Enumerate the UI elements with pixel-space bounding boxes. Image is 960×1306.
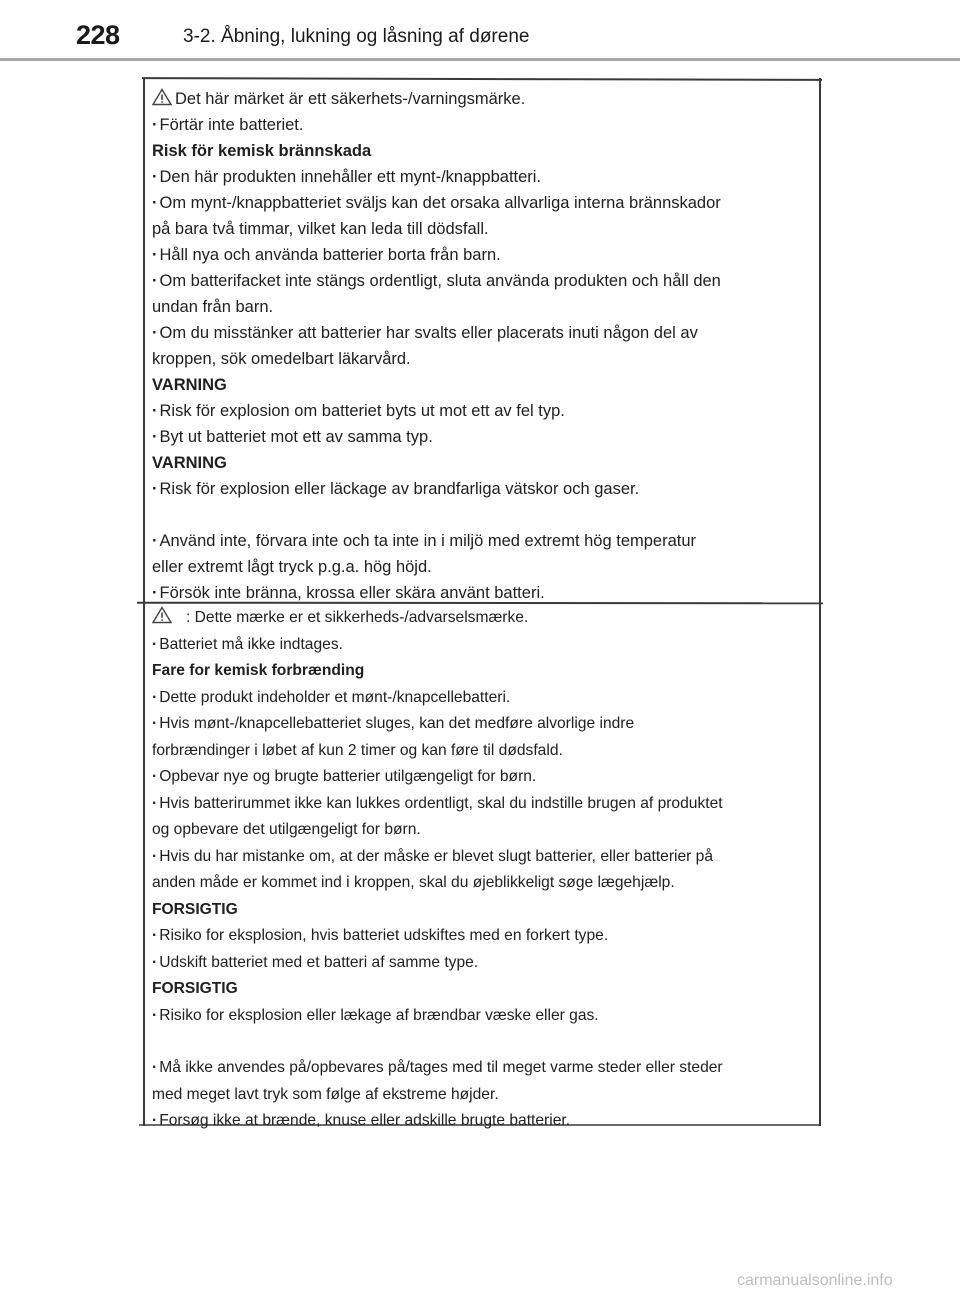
safety-mark-line: : Dette mærke er et sikkerheds-/advarselsmærke. bbox=[152, 605, 802, 632]
danish-warning-section bbox=[152, 605, 802, 1135]
bullet-line: · Om batterifacket inte stängs ordentligt, sluta använda produkten och håll den bbox=[152, 268, 802, 294]
warning-triangle-icon bbox=[152, 88, 172, 106]
heading-caution: FORSIGTIG bbox=[152, 980, 238, 997]
bullet-line: · Håll nya och använda batterier borta från barn. bbox=[152, 242, 802, 268]
bullet-line: · Om du misstänker att batterier har svalts eller placerats inuti någon del av bbox=[152, 320, 802, 346]
spacer bbox=[152, 502, 802, 528]
bullet-line: · Dette produkt indeholder et mønt-/knapcellebatteri. bbox=[152, 685, 802, 712]
bullet-line: · Om mynt-/knappbatteriet sväljs kan det orsaka allvarliga interna brännskador bbox=[152, 190, 802, 216]
bullet-line: · Forsøg ikke at brænde, knuse eller adskille brugte batterier. bbox=[152, 1108, 802, 1135]
warning-triangle-icon bbox=[152, 606, 172, 624]
bullet-line: · Risk för explosion om batteriet byts ut mot ett av fel typ. bbox=[152, 398, 802, 424]
bullet-line: · Förtär inte batteriet. bbox=[152, 112, 802, 138]
continuation-line: med meget lavt tryk som følge af ekstreme højder. bbox=[152, 1085, 499, 1103]
swedish-warning-section bbox=[152, 86, 802, 606]
continuation-line: eller extremt lågt tryck p.g.a. hög höjd. bbox=[152, 558, 432, 576]
bullet-line: · Den här produkten innehåller ett mynt-/knappbatteri. bbox=[152, 164, 802, 190]
continuation-line: og opbevare det utilgængeligt for børn. bbox=[152, 821, 421, 838]
bullet-line: · Använd inte, förvara inte och ta inte in i miljö med extremt hög temperatur bbox=[152, 528, 802, 554]
page-number: 228 bbox=[76, 20, 120, 50]
frame-right-border bbox=[819, 78, 821, 1126]
heading-warning: VARNING bbox=[152, 376, 227, 394]
bullet-line: · Opbevar nye og brugte batterier utilgængeligt for børn. bbox=[152, 764, 802, 791]
heading-chemical-burn: Risk för kemisk brännskada bbox=[152, 142, 372, 160]
safety-mark-line: Det här märket är ett säkerhets-/varningsmärke. bbox=[152, 86, 802, 112]
heading-chemical-burn: Fare for kemisk forbrænding bbox=[152, 662, 365, 679]
continuation-line: forbrændinger i løbet af kun 2 timer og kan føre til dødsfald. bbox=[152, 741, 563, 759]
frame-top-border bbox=[142, 77, 822, 80]
bullet-line: · Risk för explosion eller läckage av brandfarliga vätskor och gaser. bbox=[152, 476, 802, 502]
spacer bbox=[152, 1029, 802, 1055]
bullet-line: · Risiko for eksplosion eller lækage af brændbar væske eller gas. bbox=[152, 1003, 802, 1030]
page-header bbox=[0, 0, 960, 62]
bullet-line: · Udskift batteriet med et batteri af samme type. bbox=[152, 950, 802, 977]
bullet-line: · Försök inte bränna, krossa eller skära använt batteri. bbox=[152, 580, 802, 606]
header-divider bbox=[0, 58, 960, 61]
heading-warning: VARNING bbox=[152, 454, 227, 472]
frame-left-border bbox=[143, 78, 145, 1126]
section-title: 3-2. Åbning, lukning og låsning af dørene bbox=[183, 26, 530, 47]
bullet-line: · Risiko for eksplosion, hvis batteriet udskiftes med en forkert type. bbox=[152, 923, 802, 950]
scanned-warning-label bbox=[137, 78, 823, 1129]
bullet-line: · Hvis du har mistanke om, at der måske er blevet slugt batterier, eller batterier på bbox=[152, 844, 802, 871]
continuation-line: kroppen, sök omedelbart läkarvård. bbox=[152, 350, 411, 368]
bullet-line: · Hvis mønt-/knapcellebatteriet sluges, kan det medføre alvorlige indre bbox=[152, 711, 802, 738]
continuation-line: undan från barn. bbox=[152, 298, 274, 316]
bullet-line: · Hvis batterirummet ikke kan lukkes ordentligt, skal du indstille brugen af produktet bbox=[152, 791, 802, 818]
site-watermark: carmanualsonline.info bbox=[737, 1272, 893, 1289]
heading-caution: FORSIGTIG bbox=[152, 900, 238, 918]
bullet-line: · Batteriet må ikke indtages. bbox=[152, 632, 802, 659]
continuation-line: på bara två timmar, vilket kan leda till dödsfall. bbox=[152, 220, 489, 238]
bullet-line: · Byt ut batteriet mot ett av samma typ. bbox=[152, 424, 802, 450]
bullet-line: · Må ikke anvendes på/opbevares på/tages med til meget varme steder eller steder bbox=[152, 1055, 802, 1082]
continuation-line: anden måde er kommet ind i kroppen, skal du øjeblikkeligt søge lægehjælp. bbox=[152, 874, 675, 891]
